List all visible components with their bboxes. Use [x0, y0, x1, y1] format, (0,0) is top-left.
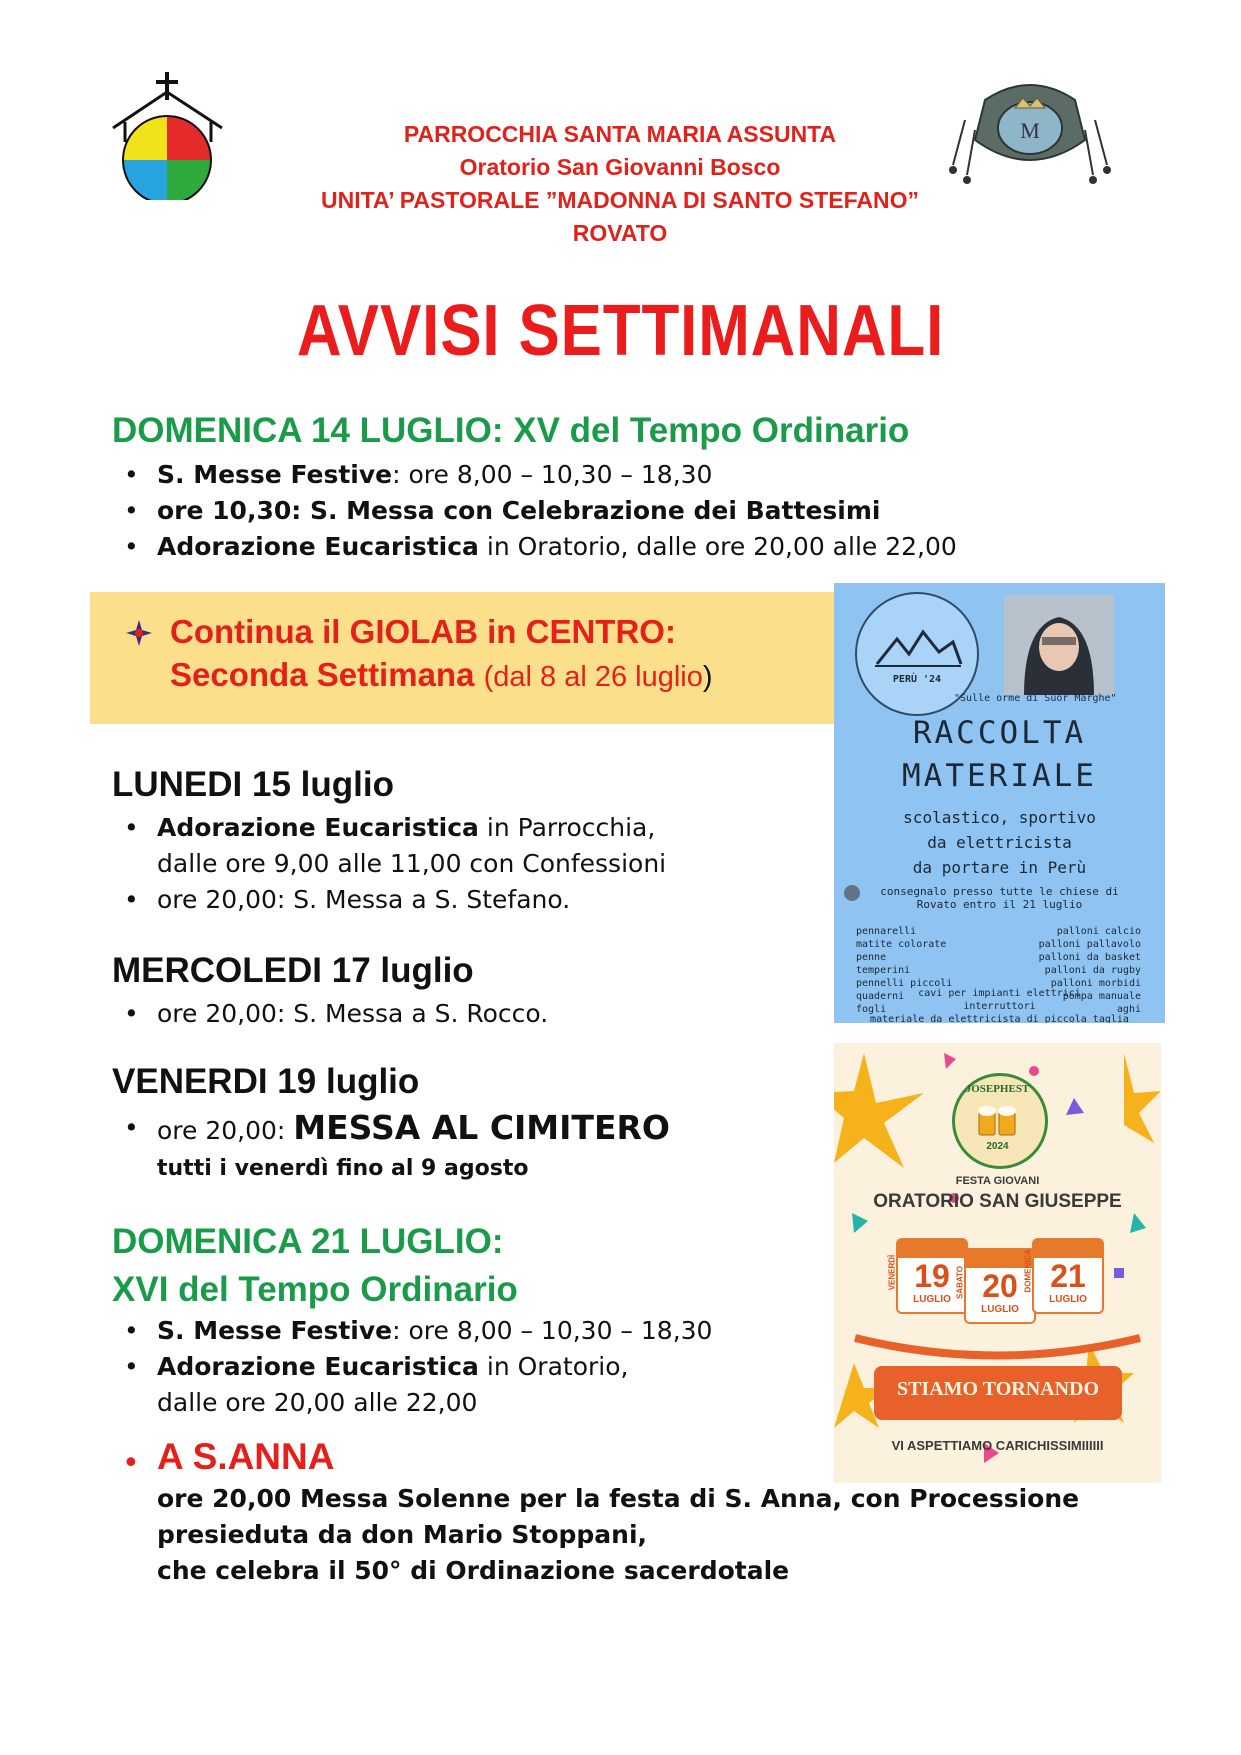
wednesday17-list: [112, 996, 812, 1032]
sunday14-heading: DOMENICA 14 LUGLIO: XV del Tempo Ordinario: [112, 411, 910, 450]
sunday21-heading: DOMENICA 21 LUGLIO: XVI del Tempo Ordinario: [112, 1222, 518, 1309]
sanna-bullet: •: [122, 1446, 140, 1481]
oratorio-label: ORATORIO SAN GIUSEPPE: [873, 1191, 1122, 1212]
oratory-name: Oratorio San Giovanni Bosco: [459, 154, 781, 180]
list-item: • ore 20,00: S. Messa a S. Stefano.: [112, 882, 812, 918]
wednesday17-heading: MERCOLEDI 17 luglio: [112, 951, 474, 990]
giolab-text: Continua il GIOLAB in CENTRO: Seconda Settimana (dal 8 al 26 luglio): [170, 613, 713, 693]
svg-text:M: M: [1020, 118, 1040, 143]
poster-subtitle: scolastico, sportivo da elettricista da portare in Perù: [903, 808, 1096, 877]
josephest-poster: [834, 1043, 1161, 1483]
peru-badge: PERÙ '24: [855, 592, 979, 716]
sanna-body: ore 20,00 Messa Solenne per la festa di S. Anna, con Processione presieduta da don Mario Stoppani, che celebra il 50° di Ordinazione sacerdotale: [157, 1484, 1080, 1585]
town-name: ROVATO: [572, 220, 668, 246]
sparkle-icon: [126, 620, 152, 646]
friday19-heading: VENERDI 19 luglio: [112, 1062, 420, 1101]
pastoral-unit: UNITA’ PASTORALE ”MADONNA DI SANTO STEFANO”: [320, 187, 920, 213]
sanna-heading: A S.ANNA: [157, 1436, 335, 1477]
nun-photo: [1004, 595, 1114, 695]
poster-bottom-list: cavi per impianti elettrici interruttori materiale da elettricista di piccola taglia: [870, 988, 1129, 1023]
poster-title-2: MATERIALE: [902, 758, 1097, 794]
date-card-21: 21 LUGLIO DOMENICA: [1032, 1238, 1104, 1314]
badge-year: 2024: [986, 1141, 1009, 1152]
ribbon-arc: [850, 1328, 1145, 1368]
poster-note: consegnalo presso tutte le chiese di Rovato entro il 21 luglio: [880, 885, 1119, 911]
friday19-list: [112, 1110, 812, 1187]
poster-title-1: RACCOLTA: [912, 715, 1087, 751]
poster-footer: VI ASPETTIAMO CARICHISSIMIIIIII: [891, 1438, 1104, 1453]
list-item: • ore 20,00: S. Messa a S. Rocco.: [112, 996, 812, 1032]
beer-icon: [975, 1103, 1019, 1137]
date-card-20: 20 LUGLIO SABATO: [964, 1248, 1036, 1324]
ribbon-text: STIAMO TORNANDO: [896, 1378, 1100, 1400]
list-item: • S. Messe Festive: ore 8,00 – 10,30 – 18,30: [112, 1313, 812, 1349]
poster-quote: "Sulle orme di Suor Marghe": [954, 693, 1117, 704]
page-title: AVVISI SETTIMANALI: [296, 291, 945, 371]
sunday14-list: [112, 457, 1012, 565]
festa-label: FESTA GIOVANI: [955, 1175, 1040, 1187]
list-item: • Adorazione Eucaristica in Parrocchia, dalle ore 9,00 alle 11,00 con Confessioni: [112, 810, 812, 882]
parish-name: PARROCCHIA SANTA MARIA ASSUNTA: [403, 121, 837, 147]
list-item: • ore 20,00: MESSA AL CIMITERO tutti i venerdì fino al 9 agosto: [112, 1110, 812, 1187]
poster-right-list: palloni calcio palloni pallavolo palloni da basket palloni da rugby palloni morbidi pompa manuale aghi: [1038, 926, 1141, 1015]
poster-left-list: pennarelli matite colorate penne temperini pennelli piccoli quaderni fogli: [856, 926, 953, 1015]
date-card-19: 19 LUGLIO VENERDÌ: [896, 1238, 968, 1314]
list-item: • Adorazione Eucaristica in Oratorio, dalle ore 20,00 alle 22,00: [112, 1349, 812, 1421]
list-item: • ore 10,30: S. Messa con Celebrazione dei Battesimi: [112, 493, 1012, 529]
list-item: • S. Messe Festive: ore 8,00 – 10,30 – 18,30: [112, 457, 1012, 493]
peru-collection-poster: [834, 583, 1165, 1023]
list-item: • Adorazione Eucaristica in Oratorio, dalle ore 20,00 alle 22,00: [112, 529, 1012, 565]
badge-title: JOSEPHEST: [965, 1083, 1030, 1095]
monday15-list: [112, 810, 812, 918]
parish-header: [200, 118, 1040, 250]
sunday21-list: [112, 1313, 812, 1421]
monday15-heading: LUNEDI 15 luglio: [112, 765, 394, 804]
